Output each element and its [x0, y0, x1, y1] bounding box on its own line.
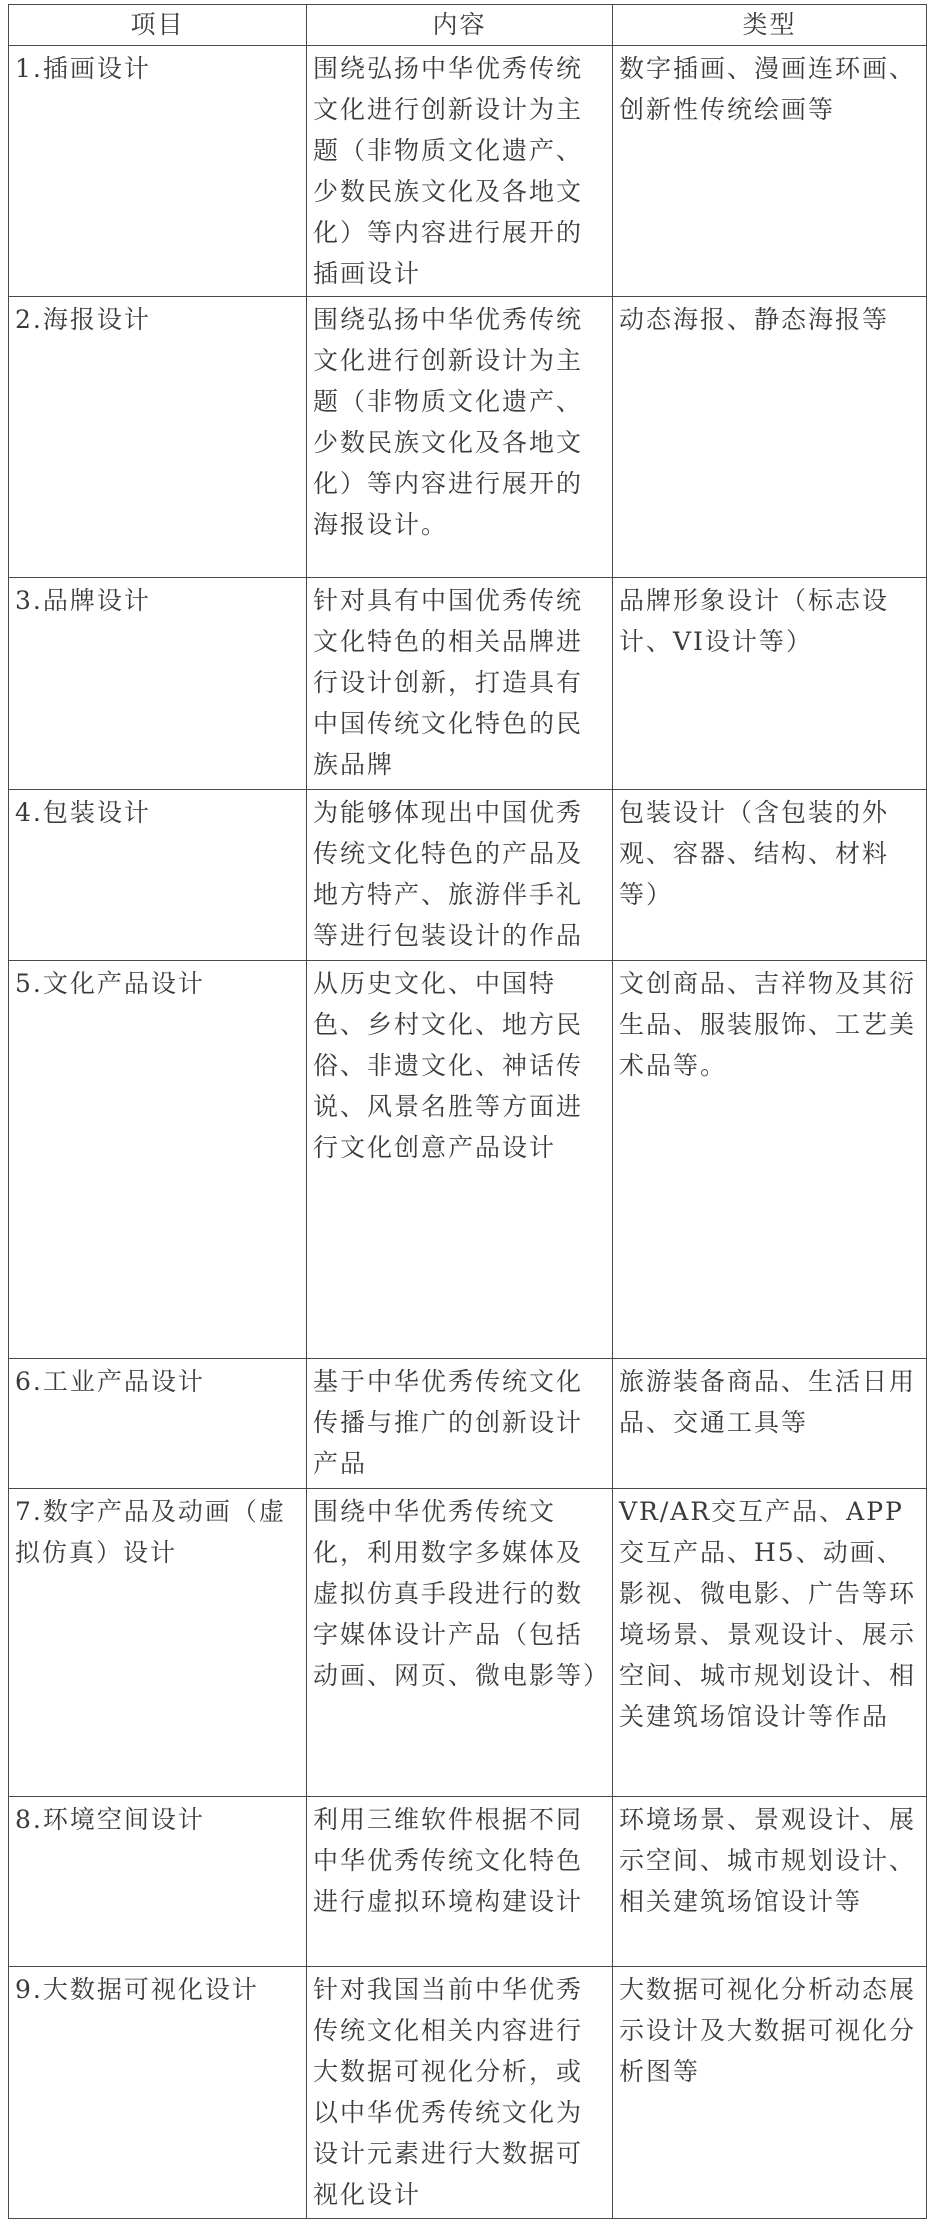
header-row — [9, 5, 927, 46]
type-cell: 环境场景、景观设计、展示空间、城市规划设计、相关建筑场馆设计等 — [613, 1797, 927, 1967]
header-project: 项目 — [9, 5, 307, 46]
project-cell: 6.工业产品设计 — [9, 1359, 307, 1489]
project-cell: 3.品牌设计 — [9, 578, 307, 790]
type-cell: 旅游装备商品、生活日用品、交通工具等 — [613, 1359, 927, 1489]
content-cell: 围绕弘扬中华优秀传统文化进行创新设计为主题（非物质文化遗产、少数民族文化及各地文化）等内容进行展开的插画设计 — [307, 46, 613, 297]
type-cell: VR/AR交互产品、APP交互产品、H5、动画、影视、微电影、广告等环境场景、景观设计、展示空间、城市规划设计、相关建筑场馆设计等作品 — [613, 1489, 927, 1797]
table-row — [9, 46, 927, 297]
table-row — [9, 1967, 927, 2219]
table-row — [9, 1489, 927, 1797]
type-cell: 动态海报、静态海报等 — [613, 297, 927, 578]
competition-category-table — [8, 4, 927, 2219]
content-cell: 围绕中华优秀传统文化，利用数字多媒体及虚拟仿真手段进行的数字媒体设计产品（包括动画、网页、微电影等） — [307, 1489, 613, 1797]
table-row — [9, 1797, 927, 1967]
type-cell: 大数据可视化分析动态展示设计及大数据可视化分析图等 — [613, 1967, 927, 2219]
type-cell: 数字插画、漫画连环画、创新性传统绘画等 — [613, 46, 927, 297]
content-cell: 基于中华优秀传统文化传播与推广的创新设计产品 — [307, 1359, 613, 1489]
header-type: 类型 — [613, 5, 927, 46]
content-cell: 针对我国当前中华优秀传统文化相关内容进行大数据可视化分析，或以中华优秀传统文化为设计元素进行大数据可视化设计 — [307, 1967, 613, 2219]
table-row — [9, 1359, 927, 1489]
table-row — [9, 578, 927, 790]
project-cell: 9.大数据可视化设计 — [9, 1967, 307, 2219]
table-row — [9, 790, 927, 961]
project-cell: 4.包装设计 — [9, 790, 307, 961]
content-cell: 针对具有中国优秀传统文化特色的相关品牌进行设计创新，打造具有中国传统文化特色的民族品牌 — [307, 578, 613, 790]
type-cell: 文创商品、吉祥物及其衍生品、服装服饰、工艺美术品等。 — [613, 961, 927, 1359]
project-cell: 5.文化产品设计 — [9, 961, 307, 1359]
type-cell: 包装设计（含包装的外观、容器、结构、材料等） — [613, 790, 927, 961]
project-cell: 7.数字产品及动画（虚拟仿真）设计 — [9, 1489, 307, 1797]
table-row — [9, 297, 927, 578]
project-cell: 1.插画设计 — [9, 46, 307, 297]
content-cell: 为能够体现出中国优秀传统文化特色的产品及地方特产、旅游伴手礼等进行包装设计的作品 — [307, 790, 613, 961]
content-cell: 从历史文化、中国特色、乡村文化、地方民俗、非遗文化、神话传说、风景名胜等方面进行文化创意产品设计 — [307, 961, 613, 1359]
content-cell: 利用三维软件根据不同中华优秀传统文化特色进行虚拟环境构建设计 — [307, 1797, 613, 1967]
project-cell: 8.环境空间设计 — [9, 1797, 307, 1967]
table-row — [9, 961, 927, 1359]
project-cell: 2.海报设计 — [9, 297, 307, 578]
type-cell: 品牌形象设计（标志设计、VI设计等） — [613, 578, 927, 790]
header-content: 内容 — [307, 5, 613, 46]
content-cell: 围绕弘扬中华优秀传统文化进行创新设计为主题（非物质文化遗产、少数民族文化及各地文化）等内容进行展开的海报设计。 — [307, 297, 613, 578]
